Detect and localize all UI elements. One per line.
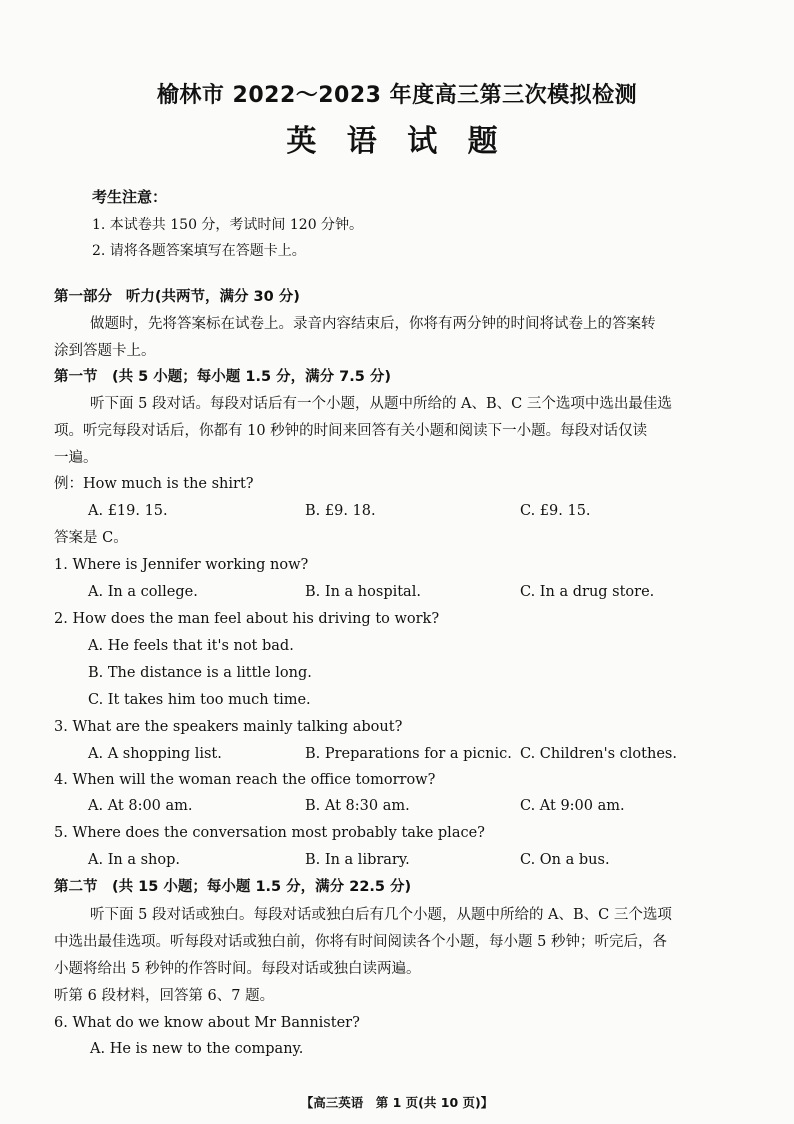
part1-heading-line	[54, 288, 300, 306]
question-4: 4. When will the woman reach the office tomorrow?	[54, 772, 436, 788]
section2-instruction: 中选出最佳选项。听每段对话或独白前，你将有时间阅读各个小题，每小题 5 秒钟；听完后，各	[54, 934, 667, 950]
section1-instruction: 项。听完每段对话后，你都有 10 秒钟的时间来回答有关小题和阅读下一小题。每段对话仅读	[54, 423, 648, 439]
notice-item: 1. 本试卷共 150 分，考试时间 120 分钟。	[92, 217, 364, 233]
q3-option-a: A. A shopping list.	[88, 746, 222, 762]
part1-heading-rest: 听力(共两节，满分 30 分)	[125, 289, 300, 305]
q5-option-c: C. On a bus.	[520, 852, 610, 868]
example-text: How much is the shirt?	[83, 476, 254, 492]
example-option-b: B. £9. 18.	[305, 503, 376, 519]
q6-option-a: A. He is new to the company.	[90, 1041, 304, 1057]
q3-option-b: B. Preparations for a picnic.	[305, 746, 512, 762]
example-question	[54, 475, 254, 493]
question-3: 3. What are the speakers mainly talking about?	[54, 719, 403, 735]
section1-instruction: 一遍。	[54, 450, 98, 466]
q1-option-c: C. In a drug store.	[520, 584, 655, 600]
exam-title: 榆林市 2022～2023 年度高三第三次模拟检测	[156, 83, 638, 108]
question-5: 5. Where does the conversation most probably take place?	[54, 825, 485, 841]
part1-intro: 涂到答题卡上。	[54, 343, 156, 359]
notice-heading: 考生注意：	[92, 188, 168, 206]
exam-subject-title: 英 语 试 题	[286, 124, 508, 159]
question-2: 2. How does the man feel about his driving to work?	[54, 611, 440, 627]
q2-option-c: C. It takes him too much time.	[88, 692, 311, 708]
example-answer: 答案是 C。	[54, 530, 128, 546]
question-6: 6. What do we know about Mr Bannister?	[54, 1015, 360, 1031]
section2-instruction: 听下面 5 段对话或独白。每段对话或独白后有几个小题，从题中所给的 A、B、C 三个选项	[90, 907, 672, 923]
notice-item: 2. 请将各题答案填写在答题卡上。	[92, 243, 306, 259]
q1-option-b: B. In a hospital.	[305, 584, 421, 600]
page-footer: 【高三英语 第 1 页(共 10 页)】	[300, 1095, 494, 1110]
part1-heading: 第一部分	[54, 289, 112, 305]
q3-option-c: C. Children's clothes.	[520, 746, 677, 762]
q4-option-a: A. At 8:00 am.	[88, 798, 193, 814]
example-label: 例：	[54, 476, 83, 492]
example-option-c: C. £9. 15.	[520, 503, 591, 519]
section2-instruction: 小题将给出 5 秒钟的作答时间。每段对话或独白读两遍。	[54, 961, 421, 977]
part1-intro: 做题时，先将答案标在试卷上。录音内容结束后，你将有两分钟的时间将试卷上的答案转	[90, 316, 656, 332]
q2-option-b: B. The distance is a little long.	[88, 665, 312, 681]
q1-option-a: A. In a college.	[88, 584, 198, 600]
q4-option-c: C. At 9:00 am.	[520, 798, 625, 814]
section1-instruction: 听下面 5 段对话。每段对话后有一个小题，从题中所给的 A、B、C 三个选项中选出最佳选	[90, 396, 672, 412]
question-1: 1. Where is Jennifer working now?	[54, 557, 309, 573]
notice-block	[92, 186, 363, 264]
q4-option-b: B. At 8:30 am.	[305, 798, 410, 814]
q5-option-b: B. In a library.	[305, 852, 410, 868]
example-option-a: A. £19. 15.	[88, 503, 168, 519]
q5-option-a: A. In a shop.	[88, 852, 181, 868]
section2-heading: 第二节 (共 15 小题；每小题 1.5 分，满分 22.5 分)	[54, 879, 412, 895]
section1-heading: 第一节 (共 5 小题；每小题 1.5 分，满分 7.5 分)	[54, 369, 392, 385]
q2-option-a: A. He feels that it's not bad.	[88, 638, 294, 654]
section2-material: 听第 6 段材料，回答第 6、7 题。	[54, 988, 275, 1004]
